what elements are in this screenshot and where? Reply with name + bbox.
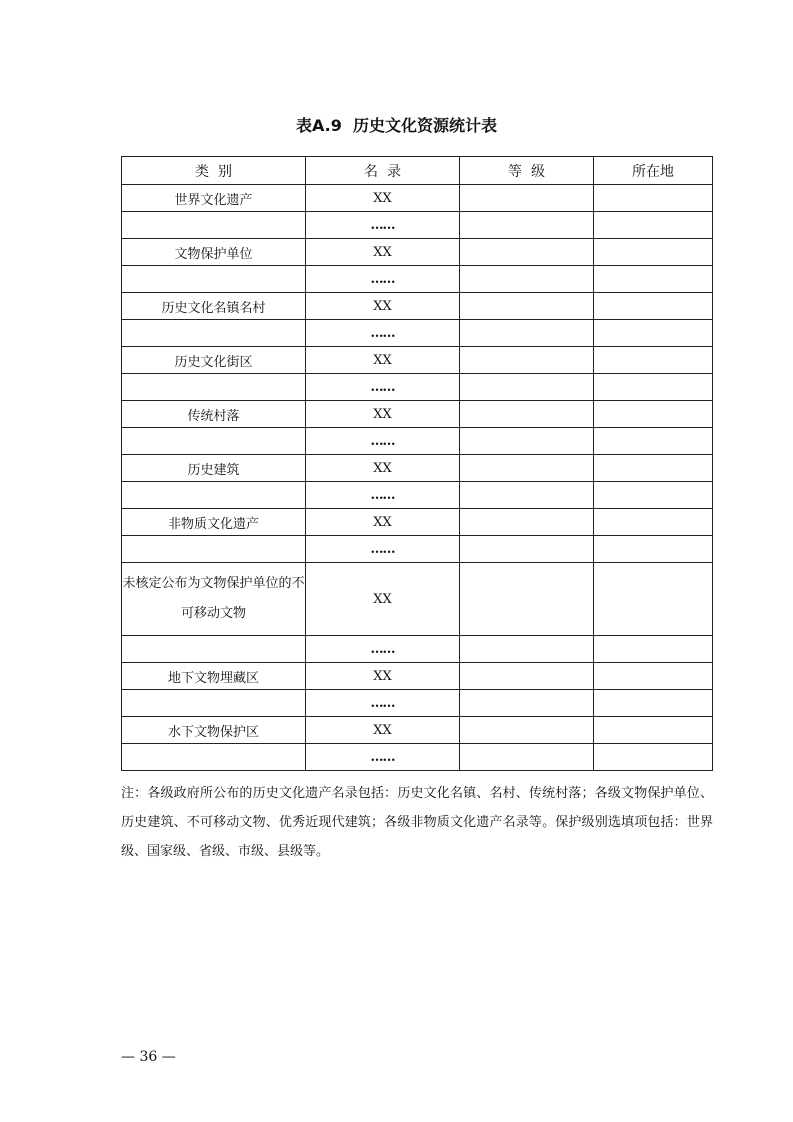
cell-category [122,536,306,563]
cell-category [122,636,306,663]
cell-level [460,428,594,455]
column-header-category: 类 别 [122,157,306,185]
cell-level [460,744,594,771]
cell-name: XX [306,347,460,374]
table-row [122,663,713,690]
cell-category: 历史文化名镇名村 [122,293,306,320]
cell-location [594,185,713,212]
table-header-row [122,157,713,185]
table-row [122,320,713,347]
cell-location [594,636,713,663]
cell-location [594,401,713,428]
cell-level [460,401,594,428]
cell-location [594,536,713,563]
cell-category [122,374,306,401]
table-row [122,374,713,401]
cell-name: XX [306,717,460,744]
cell-level [460,663,594,690]
cell-level [460,509,594,536]
cell-level [460,717,594,744]
column-header-name: 名 录 [306,157,460,185]
cell-category: 传统村落 [122,401,306,428]
cell-category: 文物保护单位 [122,239,306,266]
column-header-location: 所在地 [594,157,713,185]
table-row [122,690,713,717]
cell-category: 历史建筑 [122,455,306,482]
cell-name: XX [306,239,460,266]
cell-category [122,212,306,239]
cell-level [460,455,594,482]
cell-name: …… [306,428,460,455]
cell-location [594,690,713,717]
column-header-level: 等 级 [460,157,594,185]
page-number: — 36 — [121,1049,176,1065]
cell-category [122,482,306,509]
cell-name: …… [306,266,460,293]
cell-level [460,563,594,636]
table-row [122,717,713,744]
cell-category: 历史文化街区 [122,347,306,374]
cell-name: …… [306,744,460,771]
cell-location [594,266,713,293]
cell-category [122,428,306,455]
cell-location [594,212,713,239]
table-row [122,482,713,509]
cell-location [594,239,713,266]
table-row [122,401,713,428]
cell-level [460,239,594,266]
cell-level [460,347,594,374]
cell-location [594,509,713,536]
table-row [122,212,713,239]
cell-level [460,212,594,239]
cell-level [460,185,594,212]
cell-category [122,320,306,347]
table-row [122,636,713,663]
cell-name: …… [306,374,460,401]
cell-name: …… [306,482,460,509]
cell-location [594,482,713,509]
cell-location [594,320,713,347]
cell-location [594,744,713,771]
cell-name: …… [306,320,460,347]
cell-location [594,428,713,455]
table-row [122,536,713,563]
table-row [122,185,713,212]
cell-level [460,690,594,717]
table-note: 注：各级政府所公布的历史文化遗产名录包括：历史文化名镇、名村、传统村落；各级文物保护单位、历史建筑、不可移动文物、优秀近现代建筑；各级非物质文化遗产名录等。保护级别选填项包括：世界级、国家级、省级、市级、县级等。 [121,786,713,859]
cell-name: XX [306,563,460,636]
table-row [122,293,713,320]
cell-name: XX [306,509,460,536]
cell-level [460,482,594,509]
cell-level [460,266,594,293]
cell-name: XX [306,663,460,690]
cell-level [460,374,594,401]
cell-name: …… [306,690,460,717]
cell-category [122,266,306,293]
cell-location [594,663,713,690]
table-row [122,509,713,536]
cell-level [460,293,594,320]
table-row [122,239,713,266]
table-row [122,347,713,374]
table-row [122,744,713,771]
cell-location [594,347,713,374]
cell-category [122,744,306,771]
table-row [122,455,713,482]
cell-name: …… [306,536,460,563]
cell-name: XX [306,185,460,212]
cell-category: 地下文物埋藏区 [122,663,306,690]
cell-category [122,690,306,717]
cell-location [594,717,713,744]
cell-category: 世界文化遗产 [122,185,306,212]
table-title: 表A.9 历史文化资源统计表 [295,116,498,135]
cell-name: XX [306,293,460,320]
cell-name: …… [306,636,460,663]
cell-location [594,374,713,401]
cell-location [594,563,713,636]
cell-level [460,320,594,347]
cell-level [460,536,594,563]
cell-location [594,293,713,320]
cell-category: 水下文物保护区 [122,717,306,744]
table-row [122,563,713,636]
cell-level [460,636,594,663]
cell-location [594,455,713,482]
heritage-statistics-table [121,156,713,771]
table-row [122,266,713,293]
table-row [122,428,713,455]
cell-name: …… [306,212,460,239]
cell-name: XX [306,401,460,428]
cell-name: XX [306,455,460,482]
cell-category: 未核定公布为文物保护单位的不可移动文物 [122,563,306,636]
cell-category: 非物质文化遗产 [122,509,306,536]
